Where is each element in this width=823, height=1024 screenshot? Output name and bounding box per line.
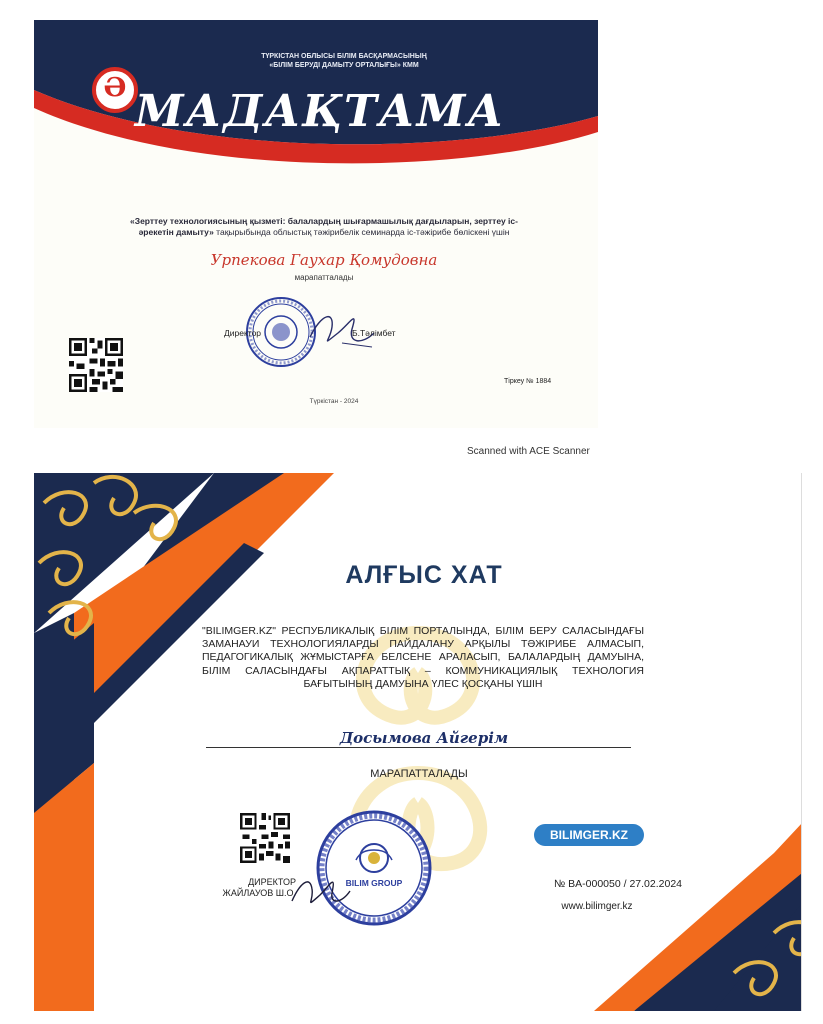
place-year: Түркістан - 2024 [309,398,359,405]
awarded-text: МАРАПАТТАЛАДЫ [370,768,468,780]
name-underline [206,747,631,748]
recipient-name: Урпекова Гаухар Қомудовна [210,251,438,269]
body-rest: тақырыбында облыстық тәжірибелік семинарда іс-тәжірибе бөліскені үшін [213,227,510,237]
seal-text: BILIM GROUP [345,878,403,888]
certificate-body [124,216,524,238]
director-label: ДИРЕКТОР [248,877,296,887]
certificate-body: "BILIMGER.KZ" РЕСПУБЛИКАЛЫҚ БІЛІМ ПОРТАЛЫНДА, БІЛІМ БЕРУ САЛАСЫНДАҒЫ ЗАМАНАУИ ТЕХНОЛОГИЯЛАРДЫ ПАЙДАЛАНУ АРҚЫЛЫ ТӘЖІРИБЕ АЛМАСЫП, ПЕДАГОГИКАЛЫҚ ЖҰМЫСТАРҒА БЕЛСЕНЕ АРАЛАСЫП, БАЛАЛАРДЫҢ ДАМУЫНА, БІЛІМ САЛАСЫНДАҒЫ АҚПАРАТТЫҚ – КОММУНИКАЦИЯЛЫҚ ТЕХНОЛОГИЯ БАҒЫТЫНЫҢ ДАМУЫНА ҮЛЕС ҚОСҚАНЫ ҮШІН [202,625,644,690]
director-signature [286,865,356,915]
certificate-title: АЛҒЫС ХАТ [345,561,503,589]
certificate-title: МАДАҚТАМА [134,86,506,137]
signer-name: Б.Тәлімбет [352,328,396,338]
body-bold: «Зерттеу технологиясының қызметі: балалардың шығармашылық дағдыларын, зерттеу іс-әрекетін дамыту» [130,216,518,237]
director-name: ЖАЙЛАУОВ Ш.О. [222,888,296,898]
bilimger-badge: BILIMGER.KZ [534,824,644,846]
certificate-algys-hat [34,473,802,1011]
director-block [212,877,296,899]
qr-code [69,338,123,392]
scanner-watermark: Scanned with ACE Scanner [467,446,590,457]
registration-number: Тіркеу № 1884 [504,378,552,385]
website-link[interactable]: www.bilimger.kz [561,901,633,912]
qr-code [240,813,290,863]
document-number: № BA-000050 / 27.02.2024 [553,878,682,890]
org-line-2: «БІЛІМ БЕРУДІ ДАМЫТУ ОРТАЛЫҒЫ» КММ [269,62,419,69]
awarded-text: марапатталады [294,273,354,282]
issuing-organization [184,52,504,70]
org-line-1: ТҮРКІСТАН ОБЛЫСЫ БІЛІМ БАСҚАРМАСЫНЫҢ [261,53,427,60]
recipient-name: Досымова Айгерім [339,729,509,747]
logo-glyph: Ә [103,73,127,103]
director-label: Директор [224,328,262,338]
certificate-madaktama [34,20,598,428]
